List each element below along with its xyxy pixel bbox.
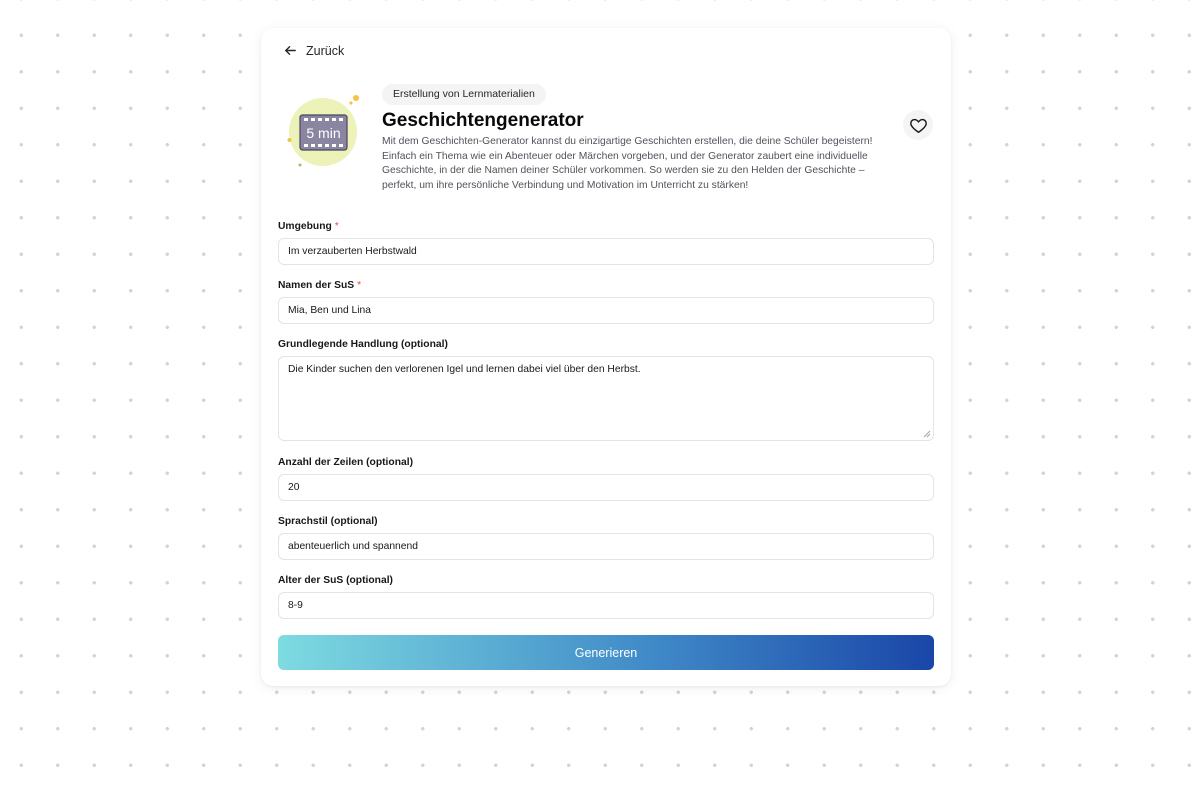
lines-input[interactable] [278,474,934,501]
category-badge: Erstellung von Lernmaterialien [382,84,546,105]
back-link[interactable] [283,43,344,58]
setting-label-text: Umgebung [278,221,332,232]
required-mark: * [334,221,339,232]
lines-input-value: 20 [288,482,300,493]
film-strip-icon [287,92,363,168]
page-title: Geschichtengenerator [382,110,584,131]
plot-label: Grundlegende Handlung (optional) [278,339,448,350]
resize-handle-icon[interactable] [923,430,931,438]
setting-input[interactable] [278,238,934,265]
age-label: Alter der SuS (optional) [278,575,393,586]
names-input[interactable] [278,297,934,324]
setting-input-value: Im verzauberten Herbstwald [288,246,417,257]
names-label-text: Namen der SuS [278,280,355,291]
style-input[interactable] [278,533,934,560]
style-input-value: abenteuerlich und spannend [288,541,418,552]
favorite-button[interactable] [903,110,933,140]
required-mark: * [357,280,362,291]
generate-button[interactable] [278,635,934,670]
plot-textarea[interactable] [278,356,934,441]
tool-description: Mit dem Geschichten-Generator kannst du einzigartige Geschichten erstellen, die deine Schüler begeistern! Einfach ein Thema wie ein Abenteuer oder Märchen vorgeben, und der Generator zaubert eine individuelle Geschichte, in der die Namen deiner Schüler vorkommen. So werden sie zu den Helden der Geschichte – perfekt, um ihre persönliche Verbindung und Motivation im Unterricht zu stärken! [382,136,873,191]
generator-card [261,28,951,686]
style-label: Sprachstil (optional) [278,516,378,527]
heart-icon [909,116,928,135]
names-input-value: Mia, Ben und Lina [288,305,372,316]
arrow-left-icon [283,43,298,58]
age-input[interactable] [278,592,934,619]
names-label [278,280,361,291]
back-label: Zurück [306,43,345,58]
age-input-value: 8-9 [288,600,303,611]
generate-button-label: Generieren [574,645,638,660]
setting-label [278,221,339,232]
illustration-text: 5 min [306,125,341,141]
plot-textarea-value: Die Kinder suchen den verlorenen Igel und lernen dabei viel über den Herbst. [288,364,641,375]
lines-label: Anzahl der Zeilen (optional) [278,457,414,468]
